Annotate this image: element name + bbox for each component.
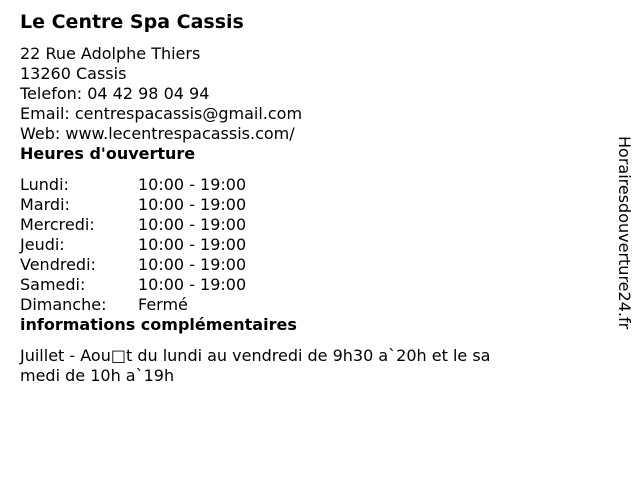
day-time: 10:00 - 19:00 [138,255,247,274]
hours-table [20,175,600,315]
day-label: Samedi: [20,275,86,294]
hours-row [20,195,600,215]
hours-row [20,235,600,255]
day-label: Mercredi: [20,215,95,234]
info-line2: medi de 10h a`19h [20,366,175,385]
day-label: Vendredi: [20,255,96,274]
hours-row [20,295,600,315]
hours-row [20,275,600,295]
address-line1: 22 Rue Adolphe Thiers [20,44,201,63]
day-time: 10:00 - 19:00 [138,275,247,294]
info-line1: Juillet - Aou□t du lundi au vendredi de 9h30 a`20h et le sa [20,346,491,365]
day-time: 10:00 - 19:00 [138,175,247,194]
contact-block [20,44,600,144]
day-label: Lundi: [20,175,69,194]
day-label: Jeudi: [20,235,65,254]
hours-row [20,255,600,275]
day-label: Dimanche: [20,295,107,314]
web-line: Web: www.lecentrespacassis.com/ [20,124,295,143]
business-name: Le Centre Spa Cassis [20,11,244,33]
email-line: Email: centrespacassis@gmail.com [20,104,303,123]
hours-row [20,175,600,195]
watermark-text: Horairesdouverture24.fr [615,136,634,330]
hours-heading: Heures d'ouverture [20,144,196,163]
day-time: Fermé [138,295,188,314]
business-card [20,9,600,386]
info-text [20,346,550,386]
info-heading: informations complémentaires [20,315,297,334]
phone-line: Telefon: 04 42 98 04 94 [20,84,210,103]
day-time: 10:00 - 19:00 [138,235,247,254]
address-line2: 13260 Cassis [20,64,127,83]
day-time: 10:00 - 19:00 [138,215,247,234]
day-label: Mardi: [20,195,70,214]
hours-row [20,215,600,235]
day-time: 10:00 - 19:00 [138,195,247,214]
